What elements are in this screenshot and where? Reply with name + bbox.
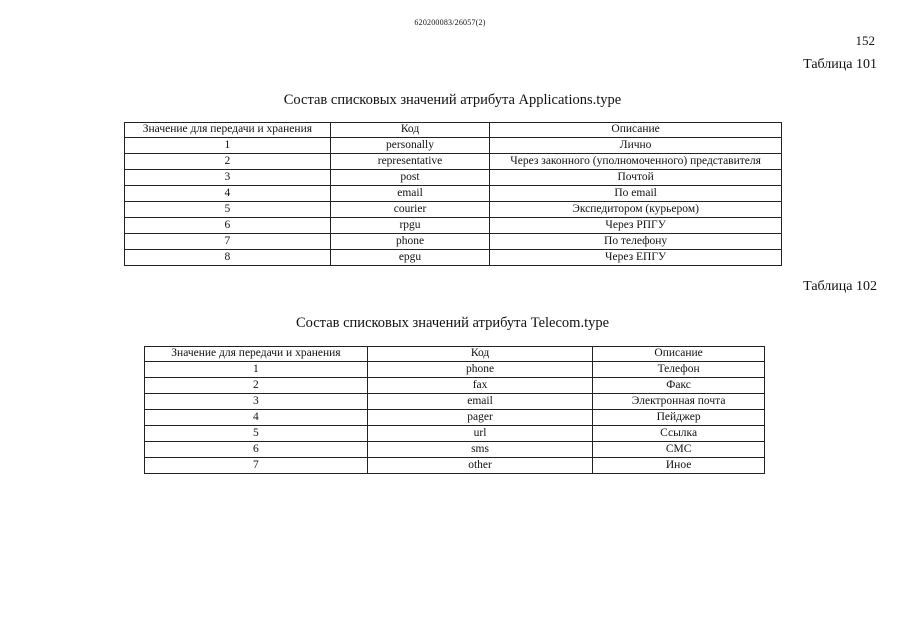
cell-description: Иное: [593, 458, 765, 474]
cell-value: 4: [145, 410, 368, 426]
cell-value: 3: [125, 170, 331, 186]
cell-code: phone: [330, 234, 489, 250]
table-row: [145, 394, 765, 410]
table-row: [145, 426, 765, 442]
table-row: [125, 202, 782, 218]
cell-code: representative: [330, 154, 489, 170]
table-102: [144, 346, 765, 474]
column-header-description: Описание: [490, 123, 782, 138]
table-row: [145, 442, 765, 458]
table-row: [145, 458, 765, 474]
cell-code: sms: [367, 442, 592, 458]
cell-value: 1: [145, 362, 368, 378]
table-row: [125, 218, 782, 234]
cell-code: url: [367, 426, 592, 442]
cell-value: 8: [125, 250, 331, 266]
table-row: [125, 186, 782, 202]
cell-description: Через РПГУ: [490, 218, 782, 234]
table-row: [125, 154, 782, 170]
cell-description: Экспедитором (курьером): [490, 202, 782, 218]
column-header-description: Описание: [593, 347, 765, 362]
cell-code: email: [367, 394, 592, 410]
page-number: 152: [855, 33, 875, 48]
table-101-title: Состав списковых значений атрибута Applications.type: [283, 92, 622, 108]
cell-value: 4: [125, 186, 331, 202]
table-row: [145, 362, 765, 378]
cell-description: Ссылка: [593, 426, 765, 442]
cell-description: Телефон: [593, 362, 765, 378]
cell-description: По телефону: [490, 234, 782, 250]
cell-code: rpgu: [330, 218, 489, 234]
cell-code: email: [330, 186, 489, 202]
cell-value: 7: [125, 234, 331, 250]
cell-code: other: [367, 458, 592, 474]
column-header-value: Значение для передачи и хранения: [125, 123, 331, 138]
cell-code: fax: [367, 378, 592, 394]
cell-code: courier: [330, 202, 489, 218]
table-row: [125, 138, 782, 154]
table-header-row: [125, 123, 782, 138]
column-header-value: Значение для передачи и хранения: [145, 347, 368, 362]
cell-value: 5: [125, 202, 331, 218]
cell-value: 6: [125, 218, 331, 234]
cell-description: СМС: [593, 442, 765, 458]
cell-value: 2: [125, 154, 331, 170]
column-header-code: Код: [330, 123, 489, 138]
cell-code: personally: [330, 138, 489, 154]
cell-code: epgu: [330, 250, 489, 266]
column-header-code: Код: [367, 347, 592, 362]
table-header-row: [145, 347, 765, 362]
cell-value: 1: [125, 138, 331, 154]
cell-description: Через ЕПГУ: [490, 250, 782, 266]
document-code: 620200083/26057(2): [414, 18, 486, 27]
table-row: [125, 170, 782, 186]
table-102-title: Состав списковых значений атрибута Telecom.type: [295, 315, 610, 331]
cell-description: Факс: [593, 378, 765, 394]
table-row: [125, 250, 782, 266]
cell-value: 2: [145, 378, 368, 394]
cell-value: 6: [145, 442, 368, 458]
cell-code: post: [330, 170, 489, 186]
cell-description: Через законного (уполномоченного) представителя: [490, 154, 782, 170]
cell-value: 3: [145, 394, 368, 410]
cell-description: Лично: [490, 138, 782, 154]
cell-value: 5: [145, 426, 368, 442]
cell-value: 7: [145, 458, 368, 474]
cell-description: Пейджер: [593, 410, 765, 426]
cell-code: pager: [367, 410, 592, 426]
table-102-caption: Таблица 102: [803, 279, 877, 294]
cell-code: phone: [367, 362, 592, 378]
cell-description: Почтой: [490, 170, 782, 186]
table-row: [145, 378, 765, 394]
cell-description: По email: [490, 186, 782, 202]
table-row: [145, 410, 765, 426]
cell-description: Электронная почта: [593, 394, 765, 410]
table-101: [124, 122, 782, 266]
table-101-caption: Таблица 101: [803, 57, 877, 72]
table-row: [125, 234, 782, 250]
